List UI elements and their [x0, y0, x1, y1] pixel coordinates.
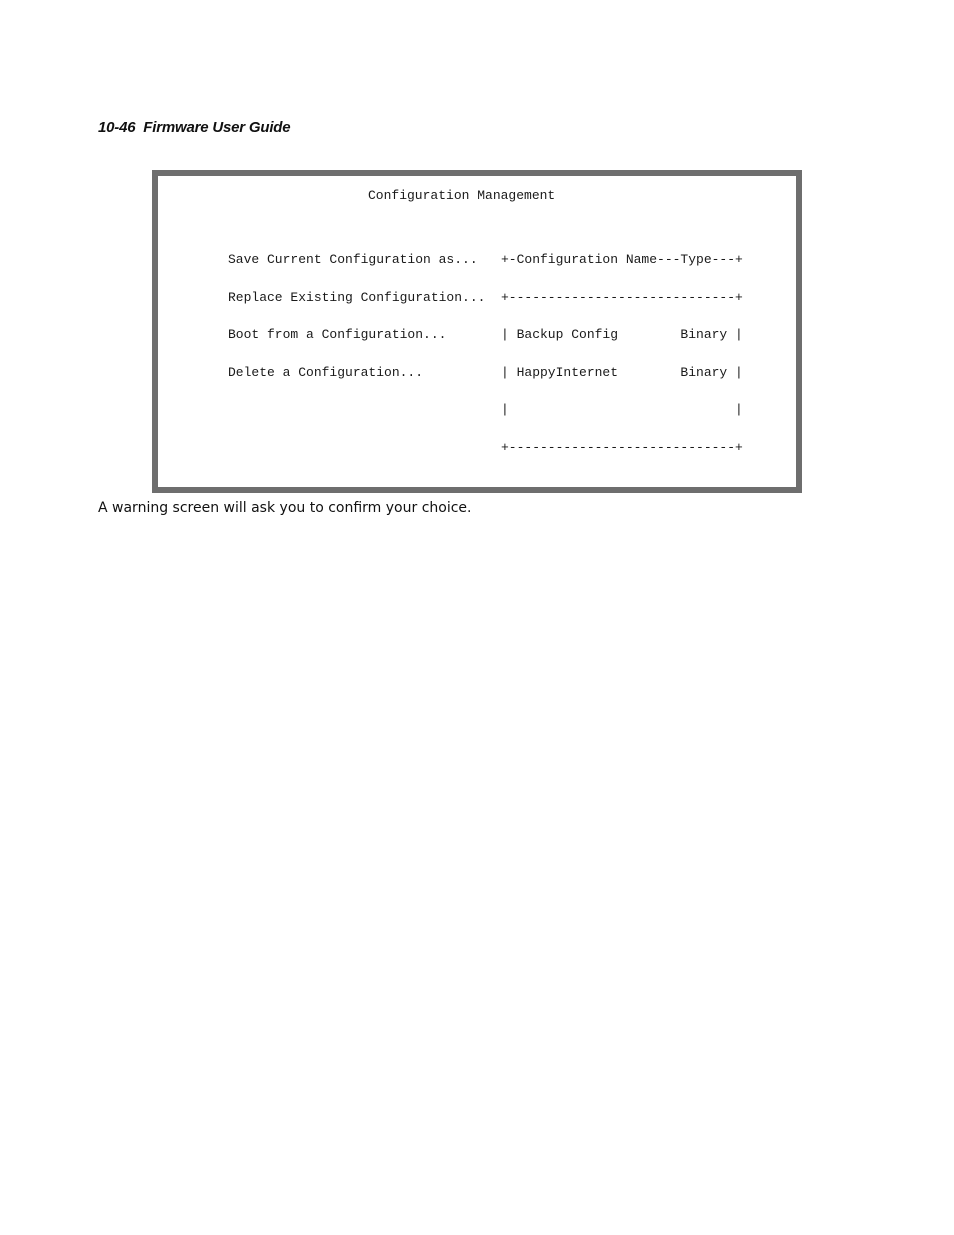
- table-row[interactable]: | Backup Config Binary |: [501, 327, 743, 342]
- screen-title: Configuration Management: [368, 188, 556, 203]
- configuration-table: [501, 229, 743, 479]
- menu-item-save-config[interactable]: Save Current Configuration as...: [228, 252, 478, 267]
- table-empty-line: | |: [501, 402, 743, 417]
- menu-item-boot-config[interactable]: Boot from a Configuration...: [228, 327, 447, 342]
- caption-text: A warning screen will ask you to confirm your choice.: [98, 500, 472, 516]
- table-row[interactable]: | HappyInternet Binary |: [501, 364, 743, 380]
- menu-item-delete-config[interactable]: Delete a Configuration...: [228, 364, 424, 380]
- menu-item-replace-config[interactable]: Replace Existing Configuration...: [228, 289, 486, 305]
- table-bottom-border: +-----------------------------+: [501, 439, 743, 455]
- table-header-line: +-Configuration Name---Type---+: [501, 252, 743, 267]
- config-menu: [228, 229, 485, 404]
- terminal-screen: [152, 170, 802, 493]
- table-divider-line: +-----------------------------+: [501, 289, 743, 305]
- page-header: 10-46 Firmware User Guide: [98, 119, 291, 136]
